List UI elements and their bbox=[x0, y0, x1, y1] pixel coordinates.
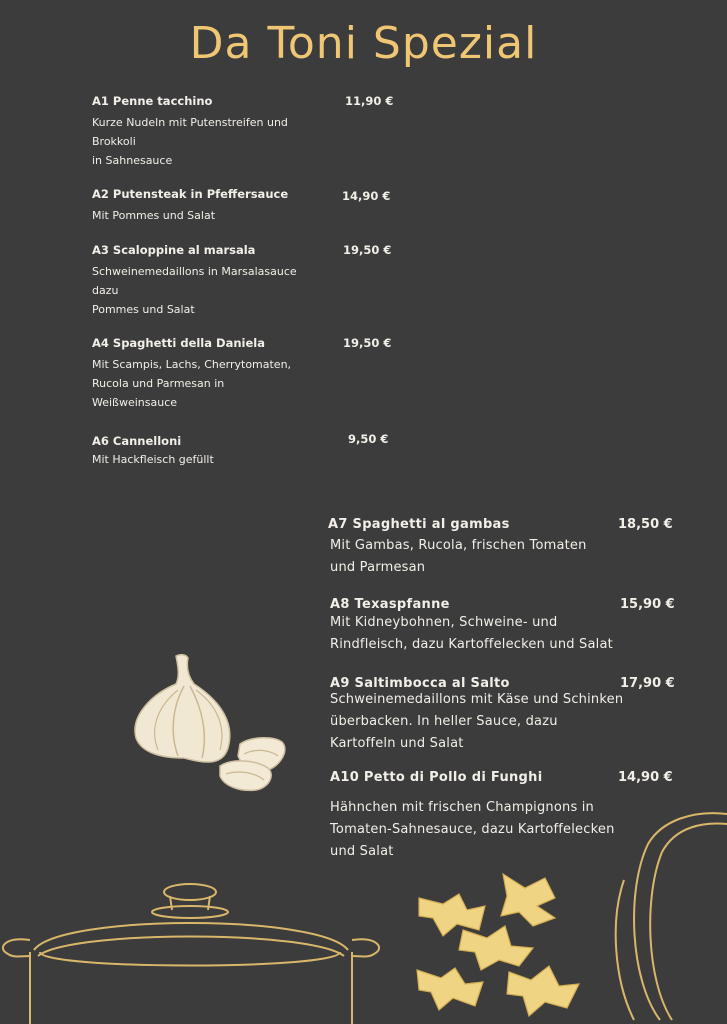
item-price: 9,50 € bbox=[348, 432, 389, 446]
menu-item-a4 bbox=[92, 336, 392, 412]
page-title: Da Toni Spezial bbox=[189, 18, 538, 69]
menu-item-a3 bbox=[92, 243, 392, 319]
item-price: 17,90 € bbox=[620, 676, 675, 691]
item-price: 15,90 € bbox=[620, 597, 675, 612]
item-price: 11,90 € bbox=[345, 94, 394, 108]
item-price: 14,90 € bbox=[342, 189, 391, 203]
item-name: A7 Spaghetti al gambas bbox=[328, 517, 510, 532]
item-description: Mit Pommes und Salat bbox=[92, 209, 216, 222]
item-price: 14,90 € bbox=[618, 770, 673, 785]
item-description: Schweinemedaillons in Marsalasauce dazu Pommes und Salat bbox=[92, 265, 297, 316]
item-name: A3 Scaloppine al marsala bbox=[92, 243, 256, 257]
item-name: A4 Spaghetti della Daniela bbox=[92, 336, 265, 350]
item-price: 19,50 € bbox=[343, 243, 392, 257]
item-description: Mit Scampis, Lachs, Cherrytomaten, Rucola und Parmesan in Weißweinsauce bbox=[92, 358, 292, 409]
item-description: Mit Gambas, Rucola, frischen Tomaten und Parmesan bbox=[330, 538, 587, 575]
menu-item-a7 bbox=[328, 517, 678, 579]
item-description: Kurze Nudeln mit Putenstreifen und Brokkoli in Sahnesauce bbox=[92, 116, 288, 167]
garlic-illustration bbox=[128, 650, 298, 795]
menu-item-a9 bbox=[330, 676, 680, 755]
item-description: Mit Hackfleisch gefüllt bbox=[92, 453, 214, 466]
item-name: A2 Putensteak in Pfeffersauce bbox=[92, 187, 289, 201]
item-name: A6 Cannelloni bbox=[92, 434, 182, 448]
item-name: A10 Petto di Pollo di Funghi bbox=[330, 770, 543, 785]
item-price: 19,50 € bbox=[343, 336, 392, 350]
item-description: Hähnchen mit frischen Champignons in Tomaten-Sahnesauce, dazu Kartoffelecken und Salat bbox=[330, 800, 615, 859]
item-name: A9 Saltimbocca al Salto bbox=[330, 676, 510, 691]
pot-illustration bbox=[0, 880, 420, 1024]
pan-illustration bbox=[600, 810, 727, 1024]
item-description: Mit Kidneybohnen, Schweine- und Rindfleisch, dazu Kartoffelecken und Salat bbox=[330, 615, 613, 652]
menu-item-a2 bbox=[92, 187, 392, 225]
item-price: 18,50 € bbox=[618, 517, 673, 532]
item-description: Schweinemedaillons mit Käse und Schinken überbacken. In heller Sauce, dazu Kartoffeln und Salat bbox=[330, 692, 624, 751]
pasta-illustration bbox=[415, 866, 590, 1024]
menu-item-a6 bbox=[92, 434, 392, 469]
menu-item-a8 bbox=[330, 597, 680, 656]
item-name: A1 Penne tacchino bbox=[92, 94, 213, 108]
menu-item-a1 bbox=[92, 94, 392, 170]
item-name: A8 Texaspfanne bbox=[330, 597, 450, 612]
